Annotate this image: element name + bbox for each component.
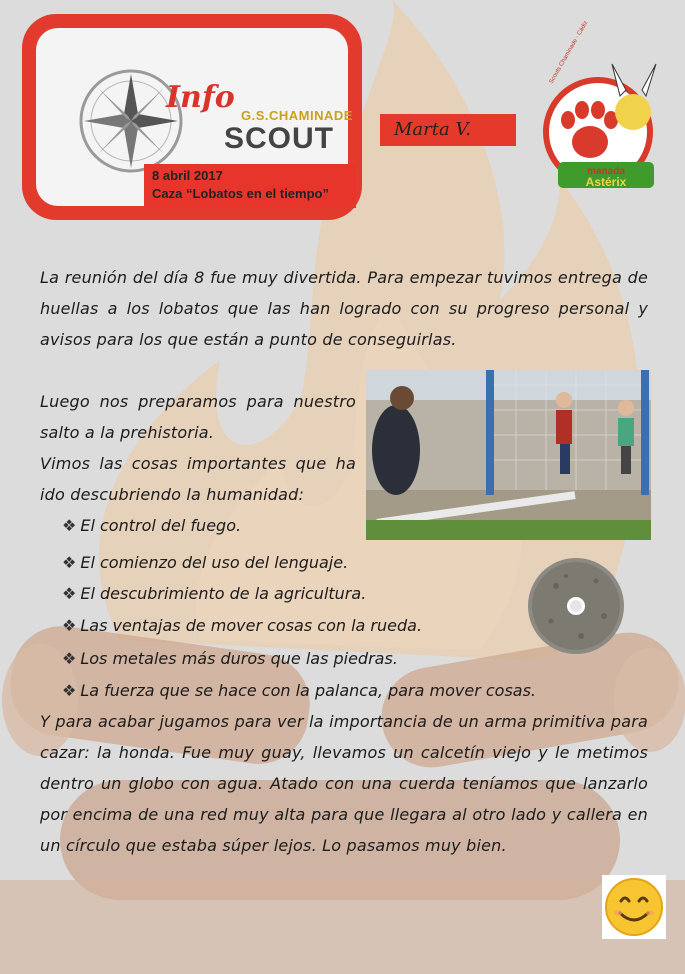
list-item: ❖ Los metales más duros que las piedras. [62, 649, 398, 668]
list-item: ❖ La fuerza que se hace con la palanca, para mover cosas. [62, 681, 536, 700]
badge-word-manada: manada [587, 166, 625, 177]
closing-paragraph: Y para acabar jugamos para ver la importancia de un arma primitiva para cazar: la honda. Fue muy guay, llevamos un calcetín viejo y le metimos dentro un globo con agua. Atado con una cuerda teníamos que lanzarlo por encima de una red muy alta para que llegara al otro lado y callera en un círculo que estaba súper lejos. Lo pasamos muy bien. [40, 712, 648, 855]
list-item: ❖ El comienzo del uso del lenguaje. [62, 553, 349, 572]
event-name: Caza “Lobatos en el tiempo” [152, 186, 329, 201]
list-item: ❖ Las ventajas de mover cosas con la rueda. [62, 616, 423, 635]
header-inner-panel [36, 28, 353, 206]
diamond-bullet-icon: ❖ [62, 553, 77, 572]
list-item: ❖ El control del fuego. [62, 516, 242, 535]
intro-paragraph: La reunión del día 8 fue muy divertida. Para empezar tuvimos entrega de huellas a los lobatos que las han logrado con su progreso personal y avisos para los que están a punto de conseguirlas. [40, 268, 648, 349]
diamond-bullet-icon: ❖ [62, 516, 77, 535]
badge-arc-text: Scouts Chaminade · Cádiz [548, 20, 590, 85]
event-date: 8 abril 2017 [152, 168, 223, 183]
diamond-bullet-icon: ❖ [62, 649, 77, 668]
date-event-box [144, 164, 356, 208]
author-label: Marta V. [380, 114, 516, 146]
smiley-face-icon [602, 875, 666, 939]
list-item: ❖ El descubrimiento de la agricultura. [62, 584, 367, 603]
badge-word-asterix: Astérix [585, 175, 627, 189]
discoveries-line: Vimos las cosas importantes que ha ido descubriendo la humanidad: [40, 454, 356, 504]
info-logo-word: Info [166, 80, 235, 115]
activity-photo [366, 370, 651, 540]
prehistory-line: Luego nos preparamos para nuestro salto a la prehistoria. [40, 392, 356, 442]
group-name: G.S.CHAMINADE [241, 108, 353, 123]
diamond-bullet-icon: ❖ [62, 584, 77, 603]
scout-logo-word: SCOUT [224, 122, 334, 155]
manada-asterix-badge [538, 20, 668, 194]
diamond-bullet-icon: ❖ [62, 681, 77, 700]
diamond-bullet-icon: ❖ [62, 616, 77, 635]
stone-wheel-image [526, 556, 626, 656]
infoscout-header [22, 14, 362, 220]
